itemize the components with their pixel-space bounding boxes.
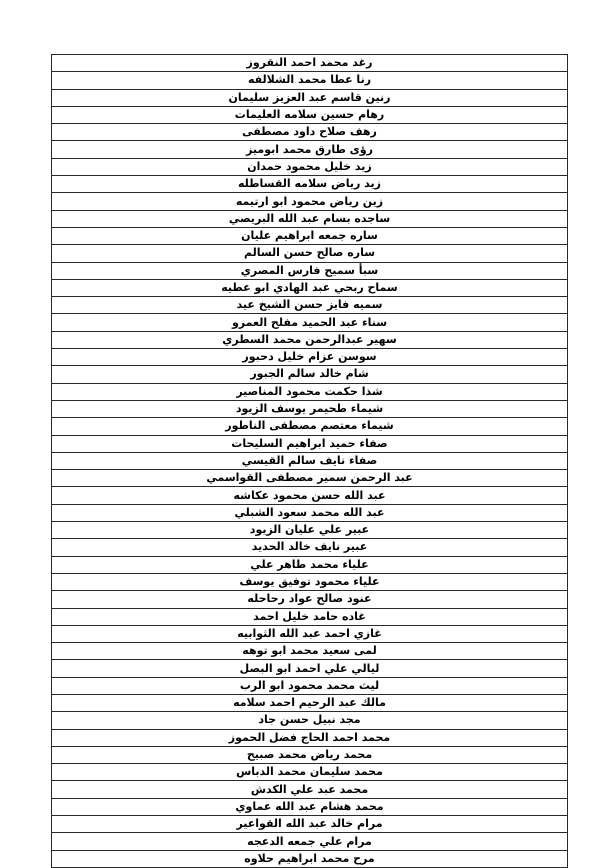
table-row bbox=[52, 89, 568, 106]
name-cell: سميه فايز حسن الشيخ عيد bbox=[52, 297, 568, 314]
table-row bbox=[52, 470, 568, 487]
name-cell: مجد نبيل حسن جاد bbox=[52, 712, 568, 729]
name-cell: عبير علي عليان الزيود bbox=[52, 522, 568, 539]
table-row bbox=[52, 349, 568, 366]
name-cell: ليالي علي احمد ابو البصل bbox=[52, 660, 568, 677]
table-row bbox=[52, 850, 568, 867]
name-cell: عنود صالح عواد رحاحله bbox=[52, 591, 568, 608]
table-row bbox=[52, 487, 568, 504]
table-row bbox=[52, 435, 568, 452]
name-cell: سهير عبدالرحمن محمد السطري bbox=[52, 331, 568, 348]
table-row bbox=[52, 452, 568, 469]
table-row bbox=[52, 141, 568, 158]
name-cell: ساره جمعه ابراهيم عليان bbox=[52, 227, 568, 244]
name-cell: علياء محمود توفيق يوسف bbox=[52, 573, 568, 590]
name-cell: ساره صالح حسن السالم bbox=[52, 245, 568, 262]
name-cell: مرام خالد عبد الله القواعير bbox=[52, 816, 568, 833]
name-cell: غازي احمد عبد الله الثوابيه bbox=[52, 625, 568, 642]
name-cell: عبد الله حسن محمود عكاشه bbox=[52, 487, 568, 504]
name-cell: رغد محمد احمد النقروز bbox=[52, 55, 568, 72]
name-cell: رؤى طارق محمد ابوميز bbox=[52, 141, 568, 158]
names-table-body bbox=[52, 55, 568, 868]
table-row bbox=[52, 625, 568, 642]
table-row bbox=[52, 193, 568, 210]
name-cell: زيد خليل محمود حمدان bbox=[52, 158, 568, 175]
table-row bbox=[52, 677, 568, 694]
name-cell: مرام علي جمعه الدعجه bbox=[52, 833, 568, 850]
name-cell: رنا عطا محمد الشلالفه bbox=[52, 72, 568, 89]
table-row bbox=[52, 331, 568, 348]
table-row bbox=[52, 712, 568, 729]
table-row bbox=[52, 400, 568, 417]
table-row bbox=[52, 781, 568, 798]
table-row bbox=[52, 262, 568, 279]
table-row bbox=[52, 764, 568, 781]
table-row bbox=[52, 158, 568, 175]
name-cell: رهف صلاح داود مصطفى bbox=[52, 124, 568, 141]
table-row bbox=[52, 660, 568, 677]
name-cell: رهام حسين سلامه العليمات bbox=[52, 106, 568, 123]
table-row bbox=[52, 124, 568, 141]
names-table bbox=[51, 54, 568, 868]
name-cell: زيد رياض سلامه القساطله bbox=[52, 176, 568, 193]
table-row bbox=[52, 383, 568, 400]
name-cell: لمى سعيد محمد ابو توهه bbox=[52, 643, 568, 660]
table-row bbox=[52, 539, 568, 556]
table-row bbox=[52, 366, 568, 383]
table-row bbox=[52, 833, 568, 850]
table-row bbox=[52, 245, 568, 262]
table-row bbox=[52, 314, 568, 331]
name-cell: سناء عبد الحميد مفلح العمرو bbox=[52, 314, 568, 331]
name-cell: سوسن عزام خليل دحبور bbox=[52, 349, 568, 366]
table-row bbox=[52, 694, 568, 711]
table-row bbox=[52, 608, 568, 625]
table-row bbox=[52, 55, 568, 72]
table-row bbox=[52, 798, 568, 815]
name-cell: مالك عبد الرحيم احمد سلامه bbox=[52, 694, 568, 711]
name-cell: زين رياض محمود ابو ارتيمه bbox=[52, 193, 568, 210]
name-cell: عبير نايف خالد الحديد bbox=[52, 539, 568, 556]
table-row bbox=[52, 746, 568, 763]
name-cell: سبأ سميح فارس المصري bbox=[52, 262, 568, 279]
name-cell: محمد عبد علي الكدش bbox=[52, 781, 568, 798]
table-row bbox=[52, 297, 568, 314]
name-cell: محمد هشام عبد الله عماوي bbox=[52, 798, 568, 815]
name-cell: صفاء حميد ابراهيم السليحات bbox=[52, 435, 568, 452]
name-cell: ساجده بسام عبد الله البريصي bbox=[52, 210, 568, 227]
table-row bbox=[52, 210, 568, 227]
table-row bbox=[52, 522, 568, 539]
name-cell: شيماء معتصم مصطفى الناطور bbox=[52, 418, 568, 435]
table-row bbox=[52, 279, 568, 296]
table-row bbox=[52, 106, 568, 123]
table-row bbox=[52, 72, 568, 89]
table-row bbox=[52, 643, 568, 660]
table-row bbox=[52, 504, 568, 521]
table-row bbox=[52, 176, 568, 193]
name-cell: عبد الرحمن سمير مصطفى القواسمي bbox=[52, 470, 568, 487]
name-cell: صفاء نايف سالم القيسي bbox=[52, 452, 568, 469]
name-cell: رنين قاسم عبد العزيز سليمان bbox=[52, 89, 568, 106]
name-cell: سماح ربحي عبد الهادي ابو عطيه bbox=[52, 279, 568, 296]
table-row bbox=[52, 227, 568, 244]
table-row bbox=[52, 418, 568, 435]
name-cell: ليث محمد محمود ابو الرب bbox=[52, 677, 568, 694]
name-cell: محمد احمد الحاج فضل الحموز bbox=[52, 729, 568, 746]
table-row bbox=[52, 591, 568, 608]
name-cell: علياء محمد طاهر علي bbox=[52, 556, 568, 573]
name-cell: شذا حكمت محمود المناصير bbox=[52, 383, 568, 400]
name-cell: مرح محمد ابراهيم حلاوه bbox=[52, 850, 568, 867]
name-cell: محمد سليمان محمد الدباس bbox=[52, 764, 568, 781]
name-cell: شام خالد سالم الجبور bbox=[52, 366, 568, 383]
name-cell: شيماء طحيمر يوسف الزيود bbox=[52, 400, 568, 417]
table-row bbox=[52, 816, 568, 833]
table-row bbox=[52, 729, 568, 746]
table-row bbox=[52, 556, 568, 573]
name-cell: غاده حامد خليل احمد bbox=[52, 608, 568, 625]
name-cell: عبد الله محمد سعود الشبلي bbox=[52, 504, 568, 521]
table-row bbox=[52, 573, 568, 590]
name-cell: محمد رياض محمد صبيح bbox=[52, 746, 568, 763]
